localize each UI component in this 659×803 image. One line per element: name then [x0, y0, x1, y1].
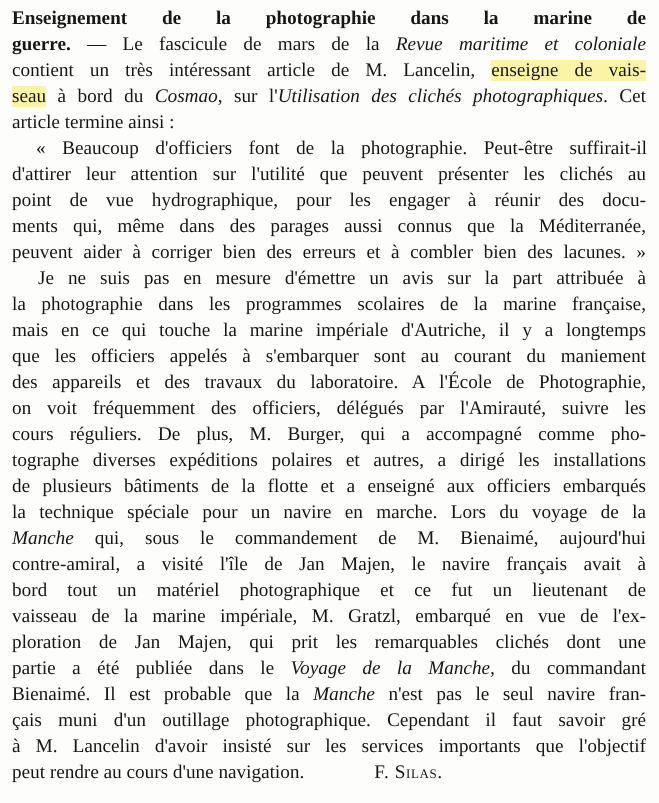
- article-title-line: [12, 6, 646, 32]
- text-line: Je ne suis pas en mesure d'émettre un avis sur la part attribuée à: [38, 268, 646, 289]
- text-line: ploration de Jan Majen, qui prit les remarquables clichés dont une: [12, 632, 646, 653]
- article-name: Utilisation des clichés photographiques: [277, 86, 604, 107]
- text-line: de plusieurs bâtiments de la flotte et a enseigné aux officiers embarqués: [12, 476, 646, 497]
- quote-line: ments qui, même dans des parages aussi connus que la Méditerranée,: [12, 216, 646, 237]
- text-line: Manche qui, sous le commandement de M. Bienaimé, aujourd'hui: [12, 528, 646, 549]
- quote-line: d'attirer leur attention sur l'utilité que peuvent présenter les clichés au: [12, 164, 646, 185]
- text-line: Bienaimé. Il est probable que la Manche n'est pas le seul navire fran-: [12, 684, 646, 705]
- book-title: Voyage de la Manche: [290, 658, 491, 679]
- author-signature: F. Silas.: [374, 762, 443, 783]
- text-line: seau à bord du Cosmao, sur l'Utilisation des clichés photographiques. Cet: [12, 86, 646, 107]
- text-line: la photographie dans les programmes scolaires de la marine française,: [12, 294, 646, 315]
- text-line: partie a été publiée dans le Voyage de la Manche, du commandant: [12, 658, 646, 679]
- ship-name: Cosmao: [154, 86, 218, 107]
- highlighted-text: seau: [12, 86, 47, 107]
- text-line: article termine ainsi :: [12, 112, 175, 133]
- text-line: la technique spéciale pour un navire en marche. Lors du voyage de la: [12, 502, 646, 523]
- text-line: cours réguliers. De plus, M. Burger, qui a accompagné comme pho-: [12, 424, 646, 445]
- text-line: vaisseau de la marine impériale, M. Gratzl, embarqué en vue de l'ex-: [12, 606, 646, 627]
- text-line: à M. Lancelin d'avoir insisté sur les services importants que l'objectif: [12, 736, 646, 757]
- quote-line: point de vue hydrographique, pour les engager à réunir des docu-: [12, 190, 646, 211]
- text-line: guerre. — Le fascicule de mars de la Revue maritime et coloniale: [12, 34, 646, 55]
- text-line: tographe diverses expéditions polaires et autres, a dirigé les installations: [12, 450, 646, 471]
- text-line: des appareils et des travaux du laboratoire. A l'École de Photographie,: [12, 372, 646, 393]
- text-line: mais en ce qui touche la marine impériale d'Autriche, il y a longtemps: [12, 320, 646, 341]
- text-line-last: peut rendre au cours d'une navigation. F. Silas.: [12, 762, 443, 783]
- ship-name: Manche: [313, 684, 375, 705]
- quote-line: « Beaucoup d'officiers font de la photographie. Peut-être suffirait-il: [36, 138, 647, 159]
- highlighted-text: enseigne de vais-: [491, 60, 646, 81]
- quote-line: peuvent aider à corriger bien des erreurs et à combler bien des lacunes. »: [12, 242, 646, 263]
- text-line: on voit fréquemment des officiers, délégués par l'Amirauté, suivre les: [12, 398, 646, 419]
- article-title-end: guerre.: [12, 34, 71, 55]
- text-line: que les officiers appelés à s'embarquer sont au courant du maniement: [12, 346, 646, 367]
- text-line: contre-amiral, a visité l'île de Jan Majen, le navire français avait à: [12, 554, 646, 575]
- text-line: çais muni d'un outillage photographique. Cependant il faut savoir gré: [12, 710, 646, 731]
- ship-name: Manche: [12, 528, 74, 549]
- article-title: Enseignement de la photographie dans la marine de: [12, 8, 646, 29]
- text-line: bord tout un matériel photographique et ce fut un lieutenant de: [12, 580, 646, 601]
- journal-title: Revue maritime et coloniale: [395, 34, 646, 55]
- text-line: contient un très intéressant article de M. Lancelin, enseigne de vais-: [12, 60, 646, 81]
